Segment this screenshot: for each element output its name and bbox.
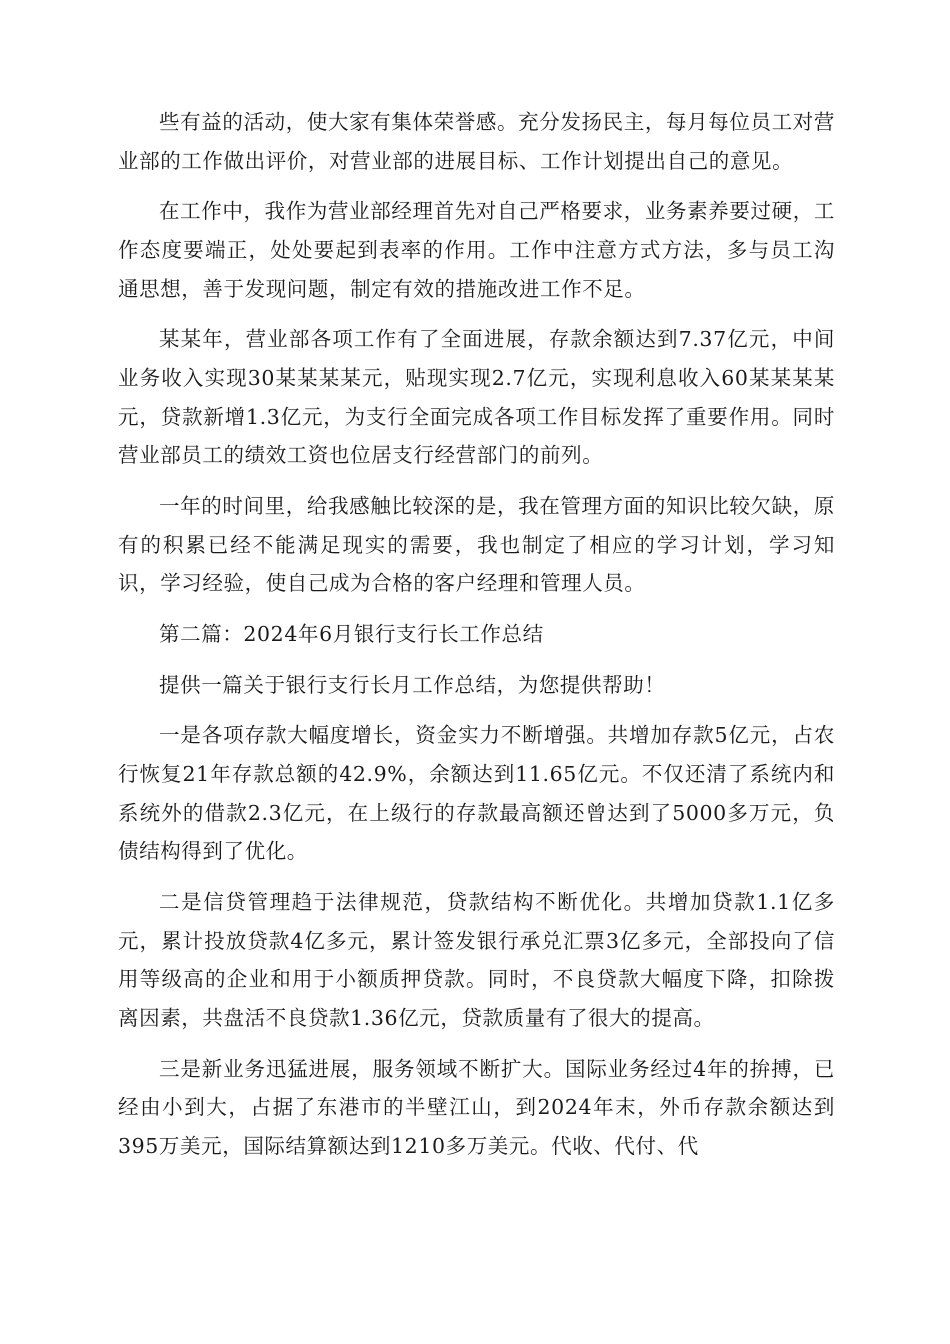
paragraph-annual-results: 某某年，营业部各项工作有了全面进展，存款余额达到7.37亿元，中间业务收入实现30某某某某元，贴现实现2.7亿元，实现利息收入60某某某某元，贷款新增1.3亿元，为支行全面完成各项工作目标发挥了重要作用。同时营业部员工的绩效工资也位居支行经营部门的前列。 xyxy=(118,327,835,468)
paragraph-reflection: 一年的时间里，给我感触比较深的是，我在管理方面的知识比较欠缺，原有的积累已经不能满足现实的需要，我也制定了相应的学习计划，学习知识，学习经验，使自己成为合格的客户经理和管理人员。 xyxy=(118,493,835,596)
paragraph-collective-honor: 些有益的活动，使大家有集体荣誉感。充分发扬民主，每月每位员工对营业部的工作做出评价，对营业部的进展目标、工作计划提出自己的意见。 xyxy=(118,110,835,173)
document-body xyxy=(118,103,835,1178)
point-deposits: 一是各项存款大幅度增长，资金实力不断增强。共增加存款5亿元，占农行恢复21年存款总额的42.9%，余额达到11.65亿元。不仅还清了系统内和系统外的借款2.3亿元，在上级行的存款最高额还曾达到了5000多万元，负债结构得到了优化。 xyxy=(118,723,835,864)
section-intro: 提供一篇关于银行支行长月工作总结，为您提供帮助！ xyxy=(159,672,666,697)
section-title: 第二篇：2024年6月银行支行长工作总结 xyxy=(159,621,544,646)
point-credit-management: 二是信贷管理趋于法律规范，贷款结构不断优化。共增加贷款1.1亿多元，累计投放贷款4亿多元，累计签发银行承兑汇票3亿多元，全部投向了信用等级高的企业和用于小额质押贷款。同时，不良贷款大幅度下降，扣除拨离因素，共盘活不良贷款1.36亿元，贷款质量有了很大的提高。 xyxy=(118,890,835,1030)
paragraph-manager-requirements: 在工作中，我作为营业部经理首先对自己严格要求，业务素养要过硬，工作态度要端正，处处要起到表率的作用。工作中注意方式方法，多与员工沟通思想，善于发现问题，制定有效的措施改进工作不足。 xyxy=(118,199,835,301)
point-new-business: 三是新业务迅猛进展，服务领域不断扩大。国际业务经过4年的拚搏，已经由小到大，占据了东港市的半壁江山，到2024年末，外币存款余额达到395万美元，国际结算额达到1210多万美元。代收、代付、代 xyxy=(118,1056,835,1158)
